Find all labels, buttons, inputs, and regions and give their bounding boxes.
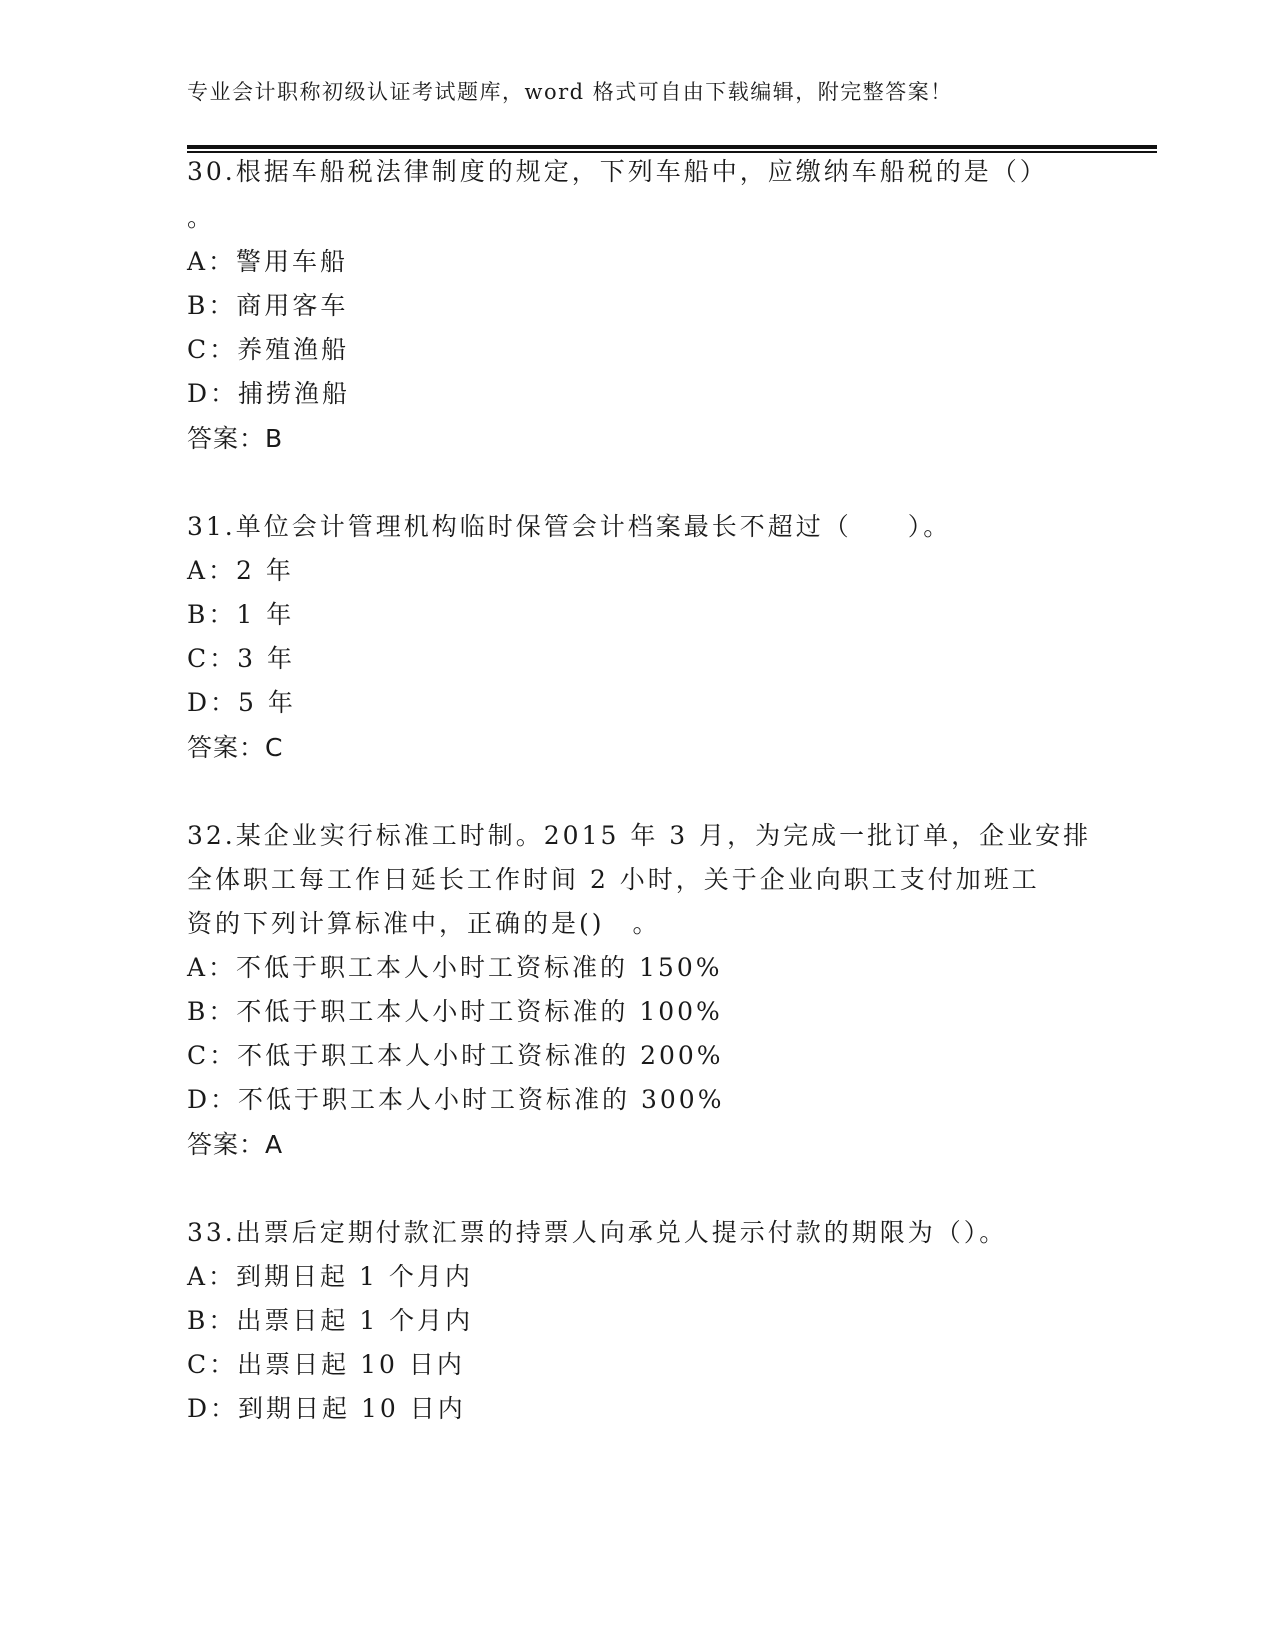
question-32-option-a: A：不低于职工本人小时工资标准的 150%	[187, 953, 723, 982]
question-31-answer: 答案：C	[187, 733, 284, 762]
header-rule-thin	[187, 151, 1157, 153]
question-30-text-line-1: 30.根据车船税法律制度的规定，下列车船中，应缴纳车船税的是（）	[187, 157, 1048, 186]
question-31-text-line-1: 31.单位会计管理机构临时保管会计档案最长不超过（ ）。	[187, 512, 952, 541]
question-30-text-line-2: 。	[187, 203, 216, 232]
question-30-option-b: B：商用客车	[187, 291, 349, 320]
question-32-answer: 答案：A	[187, 1130, 284, 1159]
question-32-text-line-1: 32.某企业实行标准工时制。2015 年 3 月，为完成一批订单，企业安排	[187, 821, 1092, 850]
question-31-option-a: A：2 年	[187, 556, 294, 585]
question-32-text-line-2: 全体职工每工作日延长工作时间 2 小时，关于企业向职工支付加班工	[187, 865, 1040, 894]
question-33-text-line-1: 33.出票后定期付款汇票的持票人向承兑人提示付款的期限为（）。	[187, 1218, 1008, 1247]
question-30-option-d: D：捕捞渔船	[187, 379, 351, 408]
page-header: 专业会计职称初级认证考试题库，word 格式可自由下载编辑，附完整答案！	[187, 80, 953, 104]
question-33-option-d: D：到期日起 10 日内	[187, 1394, 466, 1423]
question-33-option-a: A：到期日起 1 个月内	[187, 1262, 473, 1291]
question-32-option-d: D：不低于职工本人小时工资标准的 300%	[187, 1085, 725, 1114]
question-31-option-b: B：1 年	[187, 600, 295, 629]
question-32-text-line-3: 资的下列计算标准中，正确的是() 。	[187, 909, 661, 938]
question-33-option-b: B：出票日起 1 个月内	[187, 1306, 474, 1335]
question-30-option-c: C：养殖渔船	[187, 335, 350, 364]
question-30-answer: 答案：B	[187, 424, 284, 453]
question-31-option-c: C：3 年	[187, 644, 295, 673]
question-32-option-c: C：不低于职工本人小时工资标准的 200%	[187, 1041, 724, 1070]
question-31-option-d: D：5 年	[187, 688, 296, 717]
header-rule-thick	[187, 145, 1157, 149]
question-32-option-b: B：不低于职工本人小时工资标准的 100%	[187, 997, 723, 1026]
question-30-option-a: A：警用车船	[187, 247, 349, 276]
question-33-option-c: C：出票日起 10 日内	[187, 1350, 465, 1379]
